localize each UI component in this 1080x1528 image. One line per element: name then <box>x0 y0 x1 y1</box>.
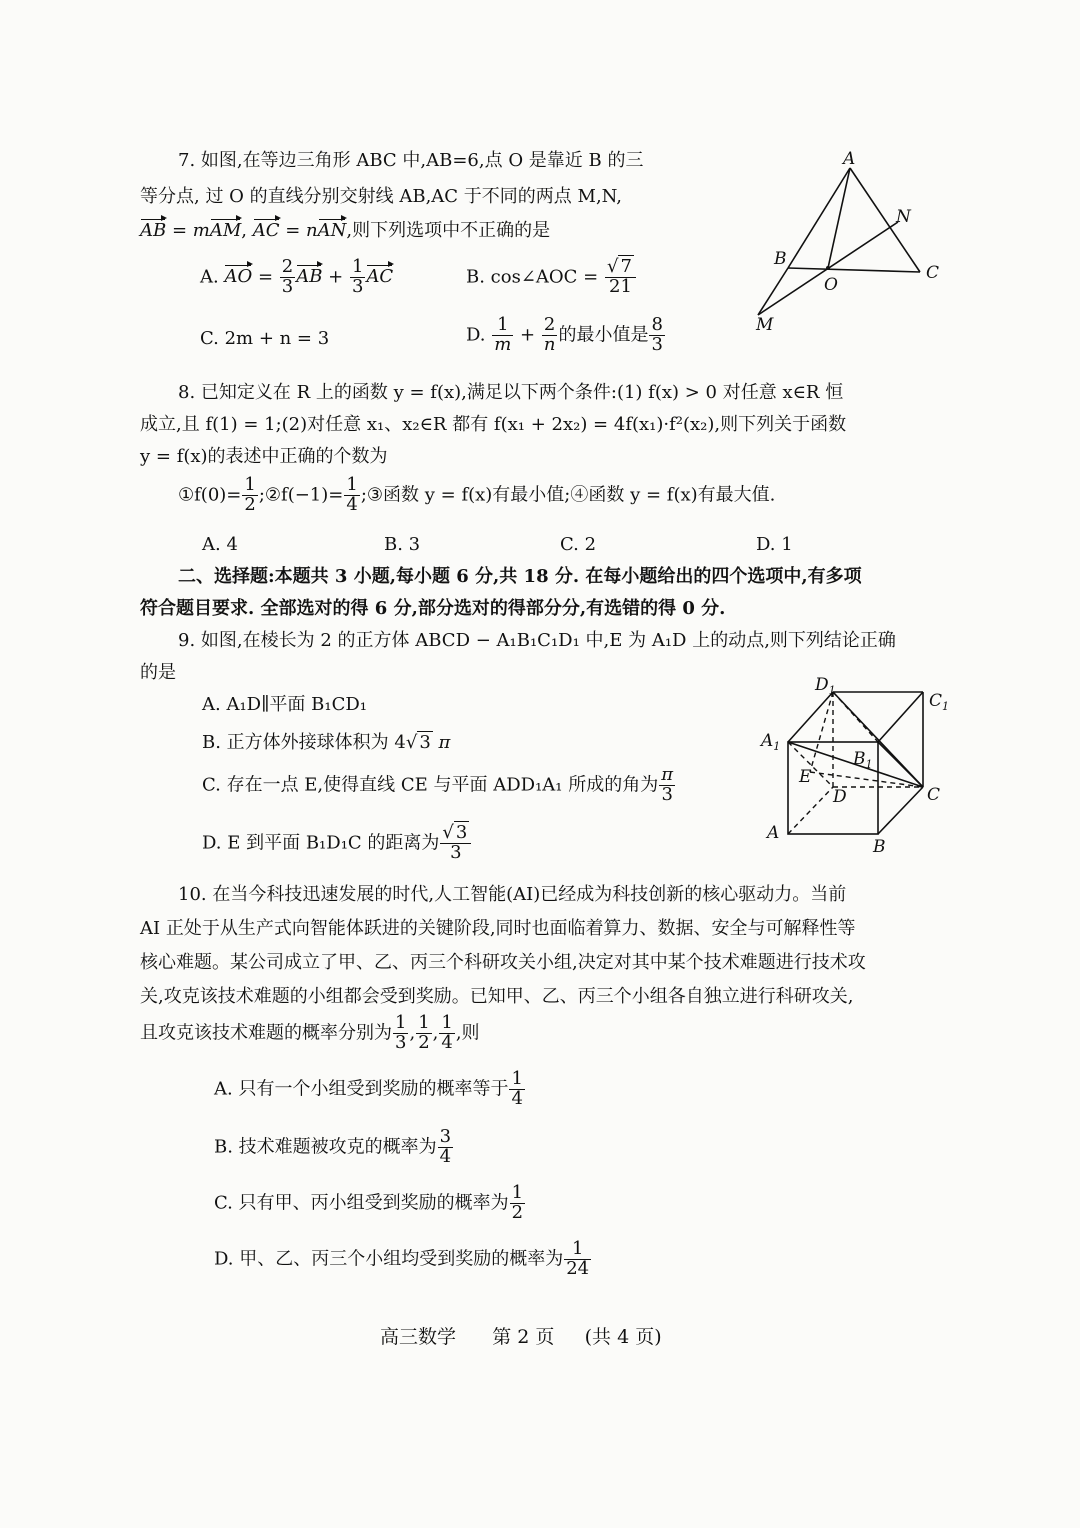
q8-line3: y = f(x)的表述中正确的个数为 <box>140 446 388 467</box>
q9-line2: 的是 <box>140 662 176 683</box>
q10-line4: 关,攻克该技术难题的小组都会受到奖励。已知甲、乙、丙三个小组各自独立进行科研攻关, <box>140 986 854 1007</box>
q10-line3: 核心难题。某公司成立了甲、乙、丙三个科研攻关小组,决定对其中某个技术难题进行技术攻 <box>140 952 866 973</box>
cube-label-d1: $D_1$ <box>815 675 836 697</box>
q10-option-d: D. 甲、乙、丙三个小组均受到奖励的概率为 $\frac{1}{24}$ <box>214 1238 590 1279</box>
q9-option-d: D. E 到平面 B₁D₁C 的距离为 $\frac{√ 3}{3}$ <box>202 824 472 863</box>
footer-subject: 高三数学 <box>380 1326 457 1348</box>
cube-label-c: C <box>927 785 941 805</box>
triangle-figure <box>740 150 960 340</box>
label-m: M <box>756 315 774 335</box>
cube-label-b1: $B_1$ <box>853 749 873 771</box>
q7-line2: 等分点, 过 O 的直线分别交射线 AB,AC 于不同的两点 M,N, <box>140 186 622 207</box>
label-b: B <box>774 249 787 269</box>
q9-option-b: B. 正方体外接球体积为 4√ 3 π <box>202 732 451 753</box>
section2-line2: 符合题目要求. 全部选对的得 6 分,部分选对的得部分分,有选错的得 0 分. <box>140 598 726 619</box>
q10-option-c: C. 只有甲、丙小组受到奖励的概率为 $\frac{1}{2}$ <box>214 1182 524 1223</box>
q7-line1: 7. 如图,在等边三角形 ABC 中,AB=6,点 O 是靠近 B 的三 <box>178 150 644 171</box>
q10-line2: AI 正处于从生产式向智能体跃进的关键阶段,同时也面临着算力、数据、安全与可解释性等 <box>140 918 856 939</box>
cube-label-a1: $A_1$ <box>761 731 781 753</box>
q9-option-a: A. A₁D∥平面 B₁CD₁ <box>202 694 367 715</box>
q9-line1: 9. 如图,在棱长为 2 的正方体 ABCD − A₁B₁C₁D₁ 中,E 为 A₁D 上的动点,则下列结论正确 <box>178 630 896 651</box>
q7-option-b: B. cos∠AOC = $\frac{√ 7}{21}$ <box>466 258 637 297</box>
section2-line1: 二、选择题:本题共 3 小题,每小题 6 分,共 18 分. 在每小题给出的四个选项中,有多项 <box>178 566 862 587</box>
label-o: O <box>824 275 838 295</box>
cube-label-e: E <box>799 767 812 787</box>
cube-label-b: B <box>873 837 886 857</box>
q7-option-a: A. AO = $\frac{2}{3}$ AB + $\frac{1}{3}$ AC <box>200 256 394 297</box>
q10-option-b: B. 技术难题被攻克的概率为 $\frac{3}{4}$ <box>214 1126 452 1167</box>
cube-figure <box>755 672 965 862</box>
q8-option-a: A. 4 <box>202 534 238 555</box>
q8-option-c: C. 2 <box>560 534 597 555</box>
label-c: C <box>926 263 940 283</box>
q7-option-c: C. 2m + n = 3 <box>200 328 330 349</box>
cube-label-d: D <box>833 787 847 807</box>
q7-option-d: D. $\frac{1}{m}$ + $\frac{2}{n}$ 的最小值是 $\frac{8}{3}$ <box>466 314 663 355</box>
cube-label-c1: $C_1$ <box>929 691 950 713</box>
cube-label-a: A <box>767 823 780 843</box>
q10-line5: 且攻克该技术难题的概率分别为 $\frac{1}{3}$ , $\frac{1}{2}$ , $\frac{1}{4}$ ,则 <box>140 1012 480 1053</box>
label-a: A <box>843 150 856 169</box>
q8-line1: 8. 已知定义在 R 上的函数 y = f(x),满足以下两个条件:(1) f(x) > 0 对任意 x∈R 恒 <box>178 382 844 403</box>
q7-line3: AB = mAM, AC = nAN,则下列选项中不正确的是 <box>140 220 551 241</box>
q8-option-b: B. 3 <box>384 534 421 555</box>
label-n: N <box>896 207 911 227</box>
q8-option-d: D. 1 <box>756 534 793 555</box>
q8-line2: 成立,且 f(1) = 1;(2)对任意 x₁、x₂∈R 都有 f(x₁ + 2x₂) = 4f(x₁)·f²(x₂),则下列关于函数 <box>140 414 847 435</box>
footer <box>380 1326 662 1349</box>
q10-line1: 10. 在当今科技迅速发展的时代,人工智能(AI)已经成为科技创新的核心驱动力。当前 <box>178 884 847 905</box>
footer-total: (共 4 页) <box>584 1326 662 1348</box>
q9-option-c: C. 存在一点 E,使得直线 CE 与平面 ADD₁A₁ 所成的角为 $\frac{\pi}{3}$ <box>202 764 674 805</box>
footer-page: 第 2 页 <box>492 1326 555 1348</box>
q8-statements: ①f(0)= $\frac{1}{2}$ ;②f(−1)= $\frac{1}{4}$ ;③函数 y = f(x)有最小值;④函数 y = f(x)有最大值. <box>178 474 776 515</box>
q10-option-a: A. 只有一个小组受到奖励的概率等于 $\frac{1}{4}$ <box>214 1068 523 1109</box>
